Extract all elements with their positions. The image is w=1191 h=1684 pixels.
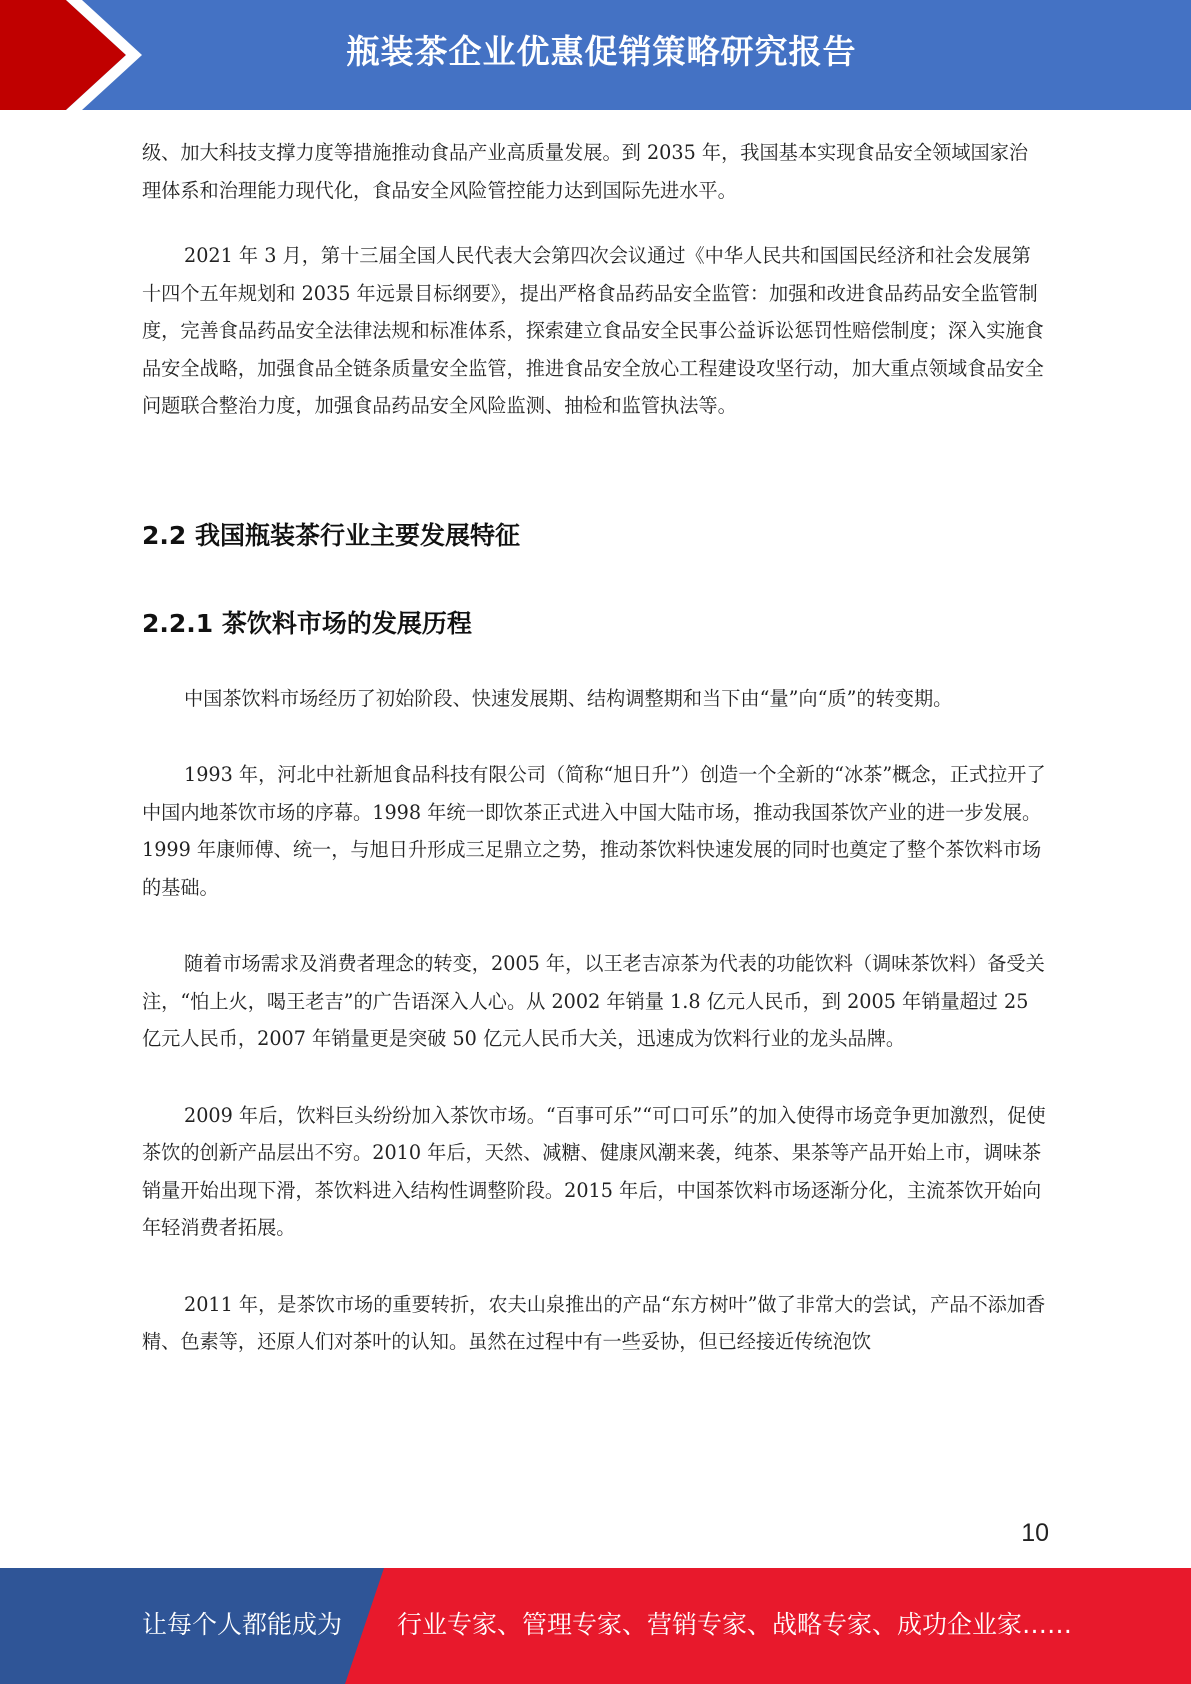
- section-heading-2-2-1: 2.2.1 茶饮料市场的发展历程: [142, 608, 472, 638]
- paragraph-2009-history: 2009 年后，饮料巨头纷纷加入茶饮市场。“百事可乐”“可口可乐”的加入使得市场竞争更加激烈，促使茶饮的创新产品层出不穷。2010 年后，天然、减糖、健康风潮来袭，纯茶、果茶等产品开始上市，调味茶销量开始出现下滑，茶饮料进入结构性调整阶段。2015 年后，中国茶饮料市场逐渐分化，主流茶饮开始向年轻消费者拓展。: [142, 1103, 1046, 1239]
- paragraph-food-safety-goal: 级、加大科技支撑力度等措施推动食品产业高质量发展。到 2035 年，我国基本实现食品安全领域国家治理体系和治理能力现代化，食品安全风险管控能力达到国际先进水平。: [142, 141, 1029, 202]
- footer-banner: [0, 1568, 1191, 1684]
- paragraph-2011-history: 2011 年，是茶饮市场的重要转折，农夫山泉推出的产品“东方树叶”做了非常大的尝试，产品不添加香精、色素等，还原人们对茶叶的认知。虽然在过程中有一些妥协，但已经接近传统泡饮: [142, 1292, 1046, 1353]
- header-banner: [0, 0, 1191, 110]
- page-number: 10: [1021, 1519, 1049, 1547]
- footer-slogan-left: 让每个人都能成为: [142, 1610, 343, 1639]
- paragraph-2005-history: 随着市场需求及消费者理念的转变，2005 年，以王老吉凉茶为代表的功能饮料（调味茶饮料）备受关注，“怕上火，喝王老吉”的广告语深入人心。从 2002 年销量 1.8 亿元人民币，到 2005 年销量超过 25 亿元人民币，2007 年销量更是突破 50 亿元人民币大关，迅速成为饮料行业的龙头品牌。: [142, 952, 1045, 1050]
- paragraph-14th-five-year-plan: 2021 年 3 月，第十三届全国人民代表大会第四次会议通过《中华人民共和国国民经济和社会发展第十四个五年规划和 2035 年远景目标纲要》，提出严格食品药品安全监管：加强和改进食品药品安全监管制度，完善食品药品安全法律法规和标准体系，探索建立食品安全民事公益诉讼惩罚性赔偿制度；深入实施食品安全战略，加强食品全链条质量安全监管，推进食品安全放心工程建设攻坚行动，加大重点领域食品安全问题联合整治力度，加强食品药品安全风险监测、抽检和监管执法等。: [142, 244, 1044, 417]
- paragraph-1993-history: 1993 年，河北中社新旭食品科技有限公司（简称“旭日升”）创造一个全新的“冰茶”概念，正式拉开了中国内地茶饮市场的序幕。1998 年统一即饮茶正式进入中国大陆市场，推动我国茶饮产业的进一步发展。1999 年康师傅、统一，与旭日升形成三足鼎立之势，推动茶饮料快速发展的同时也奠定了整个茶饮料市场的基础。: [142, 763, 1046, 899]
- page-content: [142, 134, 1047, 1361]
- section-heading-2-2: 2.2 我国瓶装茶行业主要发展特征: [142, 520, 520, 550]
- paragraph-market-stages: 中国茶饮料市场经历了初始阶段、快速发展期、结构调整期和当下由“量”向“质”的转变期。: [184, 686, 953, 710]
- report-title: 瓶装茶企业优惠促销策略研究报告: [346, 32, 857, 71]
- footer-slogan-right: 行业专家、管理专家、营销专家、战略专家、成功企业家……: [397, 1610, 1073, 1639]
